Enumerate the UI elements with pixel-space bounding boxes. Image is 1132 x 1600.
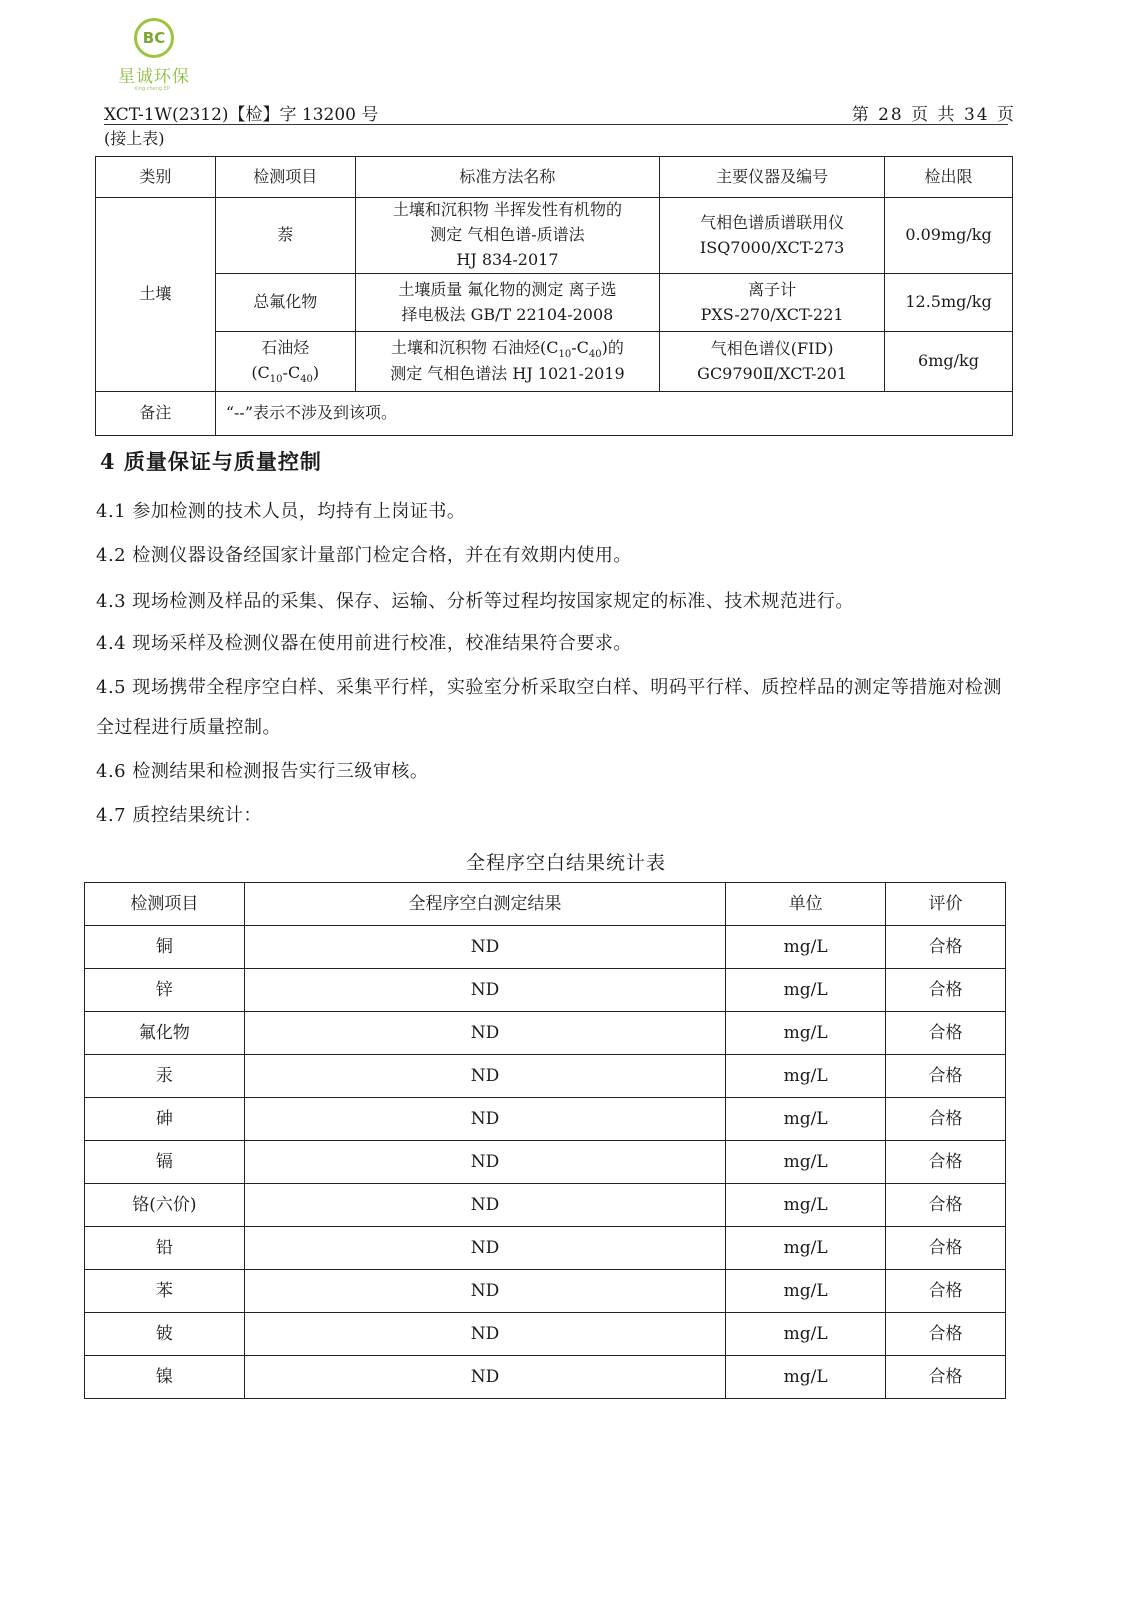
item-cell: 镍 xyxy=(85,1356,245,1399)
blank-results-table xyxy=(84,882,1006,1399)
unit-cell: mg/L xyxy=(726,1313,886,1356)
table-row xyxy=(85,1055,1006,1098)
table-row xyxy=(85,1313,1006,1356)
instrument-cell xyxy=(660,274,885,332)
evaluation-cell: 合格 xyxy=(886,1356,1006,1399)
evaluation-cell: 合格 xyxy=(886,1141,1006,1184)
table-header-row xyxy=(85,883,1006,926)
unit-cell: mg/L xyxy=(726,1012,886,1055)
paragraph-4-1: 4.1 参加检测的技术人员，均持有上岗证书。 xyxy=(96,501,466,522)
method-line: 测定 气相色谱-质谱法 xyxy=(430,225,585,245)
instrument-cell xyxy=(660,198,885,274)
table-row xyxy=(85,926,1006,969)
evaluation-cell: 合格 xyxy=(886,1270,1006,1313)
method-line: 土壤质量 氟化物的测定 离子选 xyxy=(398,279,617,299)
category-cell: 土壤 xyxy=(96,198,216,392)
result-cell: ND xyxy=(244,1055,725,1098)
remark-row xyxy=(96,392,1013,436)
evaluation-cell: 合格 xyxy=(886,969,1006,1012)
result-cell: ND xyxy=(244,1012,725,1055)
unit-cell: mg/L xyxy=(726,1227,886,1270)
header-cell: 单位 xyxy=(726,883,886,926)
limit-cell: 0.09mg/kg xyxy=(885,198,1013,274)
unit-cell: mg/L xyxy=(726,1098,886,1141)
table-row xyxy=(85,969,1006,1012)
result-cell: ND xyxy=(244,1270,725,1313)
result-cell: ND xyxy=(244,926,725,969)
document-number: XCT-1W(2312)【检】字 13200 号 xyxy=(104,105,379,125)
item-text: -C xyxy=(282,362,301,382)
unit-cell: mg/L xyxy=(726,1184,886,1227)
table-row xyxy=(96,198,1013,274)
item-line: 石油烃 xyxy=(261,337,310,357)
instrument-line: GC9790Ⅱ/XCT-201 xyxy=(697,363,848,383)
item-cell: 铍 xyxy=(85,1313,245,1356)
method-text: -C xyxy=(571,337,589,357)
unit-cell: mg/L xyxy=(726,1356,886,1399)
header-cell: 标准方法名称 xyxy=(355,157,660,198)
header-cell: 主要仪器及编号 xyxy=(660,157,885,198)
instrument-line: 气相色谱质谱联用仪 xyxy=(700,212,845,232)
item-subscript: 10 xyxy=(269,373,283,385)
table-row xyxy=(85,1356,1006,1399)
item-cell: 萘 xyxy=(215,198,355,274)
page-indicator: 第 28 页 共 34 页 xyxy=(851,105,1016,125)
method-line: HJ 834-2017 xyxy=(456,249,559,269)
unit-cell: mg/L xyxy=(726,1141,886,1184)
item-cell: 总氟化物 xyxy=(215,274,355,332)
unit-cell: mg/L xyxy=(726,969,886,1012)
table-row xyxy=(96,274,1013,332)
item-cell: 镉 xyxy=(85,1141,245,1184)
evaluation-cell: 合格 xyxy=(886,1184,1006,1227)
paragraph-4-7: 4.7 质控结果统计： xyxy=(96,805,262,826)
method-cell xyxy=(355,198,660,274)
item-text: (C xyxy=(251,362,270,382)
header-divider xyxy=(104,124,1008,125)
table-row xyxy=(85,1270,1006,1313)
remark-label: 备注 xyxy=(96,392,216,436)
table-header-row xyxy=(96,157,1013,198)
item-cell: 铬(六价) xyxy=(85,1184,245,1227)
method-text: )的 xyxy=(601,337,624,357)
table-row xyxy=(85,1184,1006,1227)
item-text: ) xyxy=(312,362,320,382)
blank-table-body xyxy=(85,926,1006,1399)
method-text: 土壤和沉积物 石油烃(C xyxy=(390,337,559,357)
table-row xyxy=(85,1012,1006,1055)
logo-emblem-icon xyxy=(134,18,174,58)
result-cell: ND xyxy=(244,1227,725,1270)
logo-tagline: Xing cheng EP xyxy=(134,86,170,92)
item-line xyxy=(220,361,351,388)
item-cell: 铅 xyxy=(85,1227,245,1270)
company-logo xyxy=(118,18,208,92)
logo-mark: BC xyxy=(142,29,166,47)
method-subscript: 10 xyxy=(558,348,572,360)
evaluation-cell: 合格 xyxy=(886,1098,1006,1141)
table-row xyxy=(85,1141,1006,1184)
item-cell: 苯 xyxy=(85,1270,245,1313)
evaluation-cell: 合格 xyxy=(886,1055,1006,1098)
evaluation-cell: 合格 xyxy=(886,1012,1006,1055)
remark-text: “--”表示不涉及到该项。 xyxy=(215,392,1012,436)
instrument-cell xyxy=(660,332,885,392)
header-cell: 类别 xyxy=(96,157,216,198)
result-cell: ND xyxy=(244,1098,725,1141)
result-cell: ND xyxy=(244,1184,725,1227)
methods-table xyxy=(95,156,1013,436)
unit-cell: mg/L xyxy=(726,926,886,969)
method-line: 土壤和沉积物 半挥发性有机物的 xyxy=(392,200,622,220)
evaluation-cell: 合格 xyxy=(886,926,1006,969)
paragraph-4-5: 4.5 现场携带全程序空白样、采集平行样，实验室分析采取空白样、明码平行样、质控样品的测定等措施对检测全过程进行质量控制。 xyxy=(96,677,1002,738)
result-cell: ND xyxy=(244,1141,725,1184)
table-row xyxy=(85,1227,1006,1270)
unit-cell: mg/L xyxy=(726,1055,886,1098)
item-cell: 铜 xyxy=(85,926,245,969)
header-cell: 评价 xyxy=(886,883,1006,926)
section-title: 4 质量保证与质量控制 xyxy=(100,449,322,474)
method-line: 测定 气相色谱法 HJ 1021-2019 xyxy=(390,364,625,384)
limit-cell: 12.5mg/kg xyxy=(885,274,1013,332)
item-subscript: 40 xyxy=(300,373,313,385)
table-row xyxy=(85,1098,1006,1141)
method-line xyxy=(360,336,656,363)
paragraph-4-3: 4.3 现场检测及样品的采集、保存、运输、分析等过程均按国家规定的标准、技术规范进行。 xyxy=(96,591,854,612)
method-cell xyxy=(355,274,660,332)
paragraph-4-2: 4.2 检测仪器设备经国家计量部门检定合格，并在有效期内使用。 xyxy=(96,545,632,566)
paragraph-4-6: 4.6 检测结果和检测报告实行三级审核。 xyxy=(96,761,429,782)
evaluation-cell: 合格 xyxy=(886,1313,1006,1356)
header-cell: 全程序空白测定结果 xyxy=(244,883,725,926)
paragraph-4-4: 4.4 现场采样及检测仪器在使用前进行校准，校准结果符合要求。 xyxy=(96,633,632,654)
header-cell: 检出限 xyxy=(885,157,1013,198)
item-cell xyxy=(215,332,355,392)
method-line: 择电极法 GB/T 22104-2008 xyxy=(401,304,614,324)
logo-name: 星诚环保 xyxy=(118,67,190,87)
header-cell: 检测项目 xyxy=(85,883,245,926)
unit-cell: mg/L xyxy=(726,1270,886,1313)
continued-label: (接上表) xyxy=(104,129,165,148)
instrument-line: PXS-270/XCT-221 xyxy=(700,304,844,324)
result-cell: ND xyxy=(244,1313,725,1356)
item-cell: 汞 xyxy=(85,1055,245,1098)
item-cell: 砷 xyxy=(85,1098,245,1141)
instrument-line: 气相色谱仪(FID) xyxy=(710,338,834,358)
method-subscript: 40 xyxy=(588,348,602,360)
result-cell: ND xyxy=(244,969,725,1012)
instrument-line: 离子计 xyxy=(748,279,797,299)
result-cell: ND xyxy=(244,1356,725,1399)
limit-cell: 6mg/kg xyxy=(885,332,1013,392)
header-cell: 检测项目 xyxy=(215,157,355,198)
evaluation-cell: 合格 xyxy=(886,1227,1006,1270)
item-cell: 氟化物 xyxy=(85,1012,245,1055)
table-row xyxy=(96,332,1013,392)
item-cell: 锌 xyxy=(85,969,245,1012)
method-cell xyxy=(355,332,660,392)
instrument-line: ISQ7000/XCT-273 xyxy=(699,237,845,257)
blank-table-title: 全程序空白结果统计表 xyxy=(465,852,666,874)
